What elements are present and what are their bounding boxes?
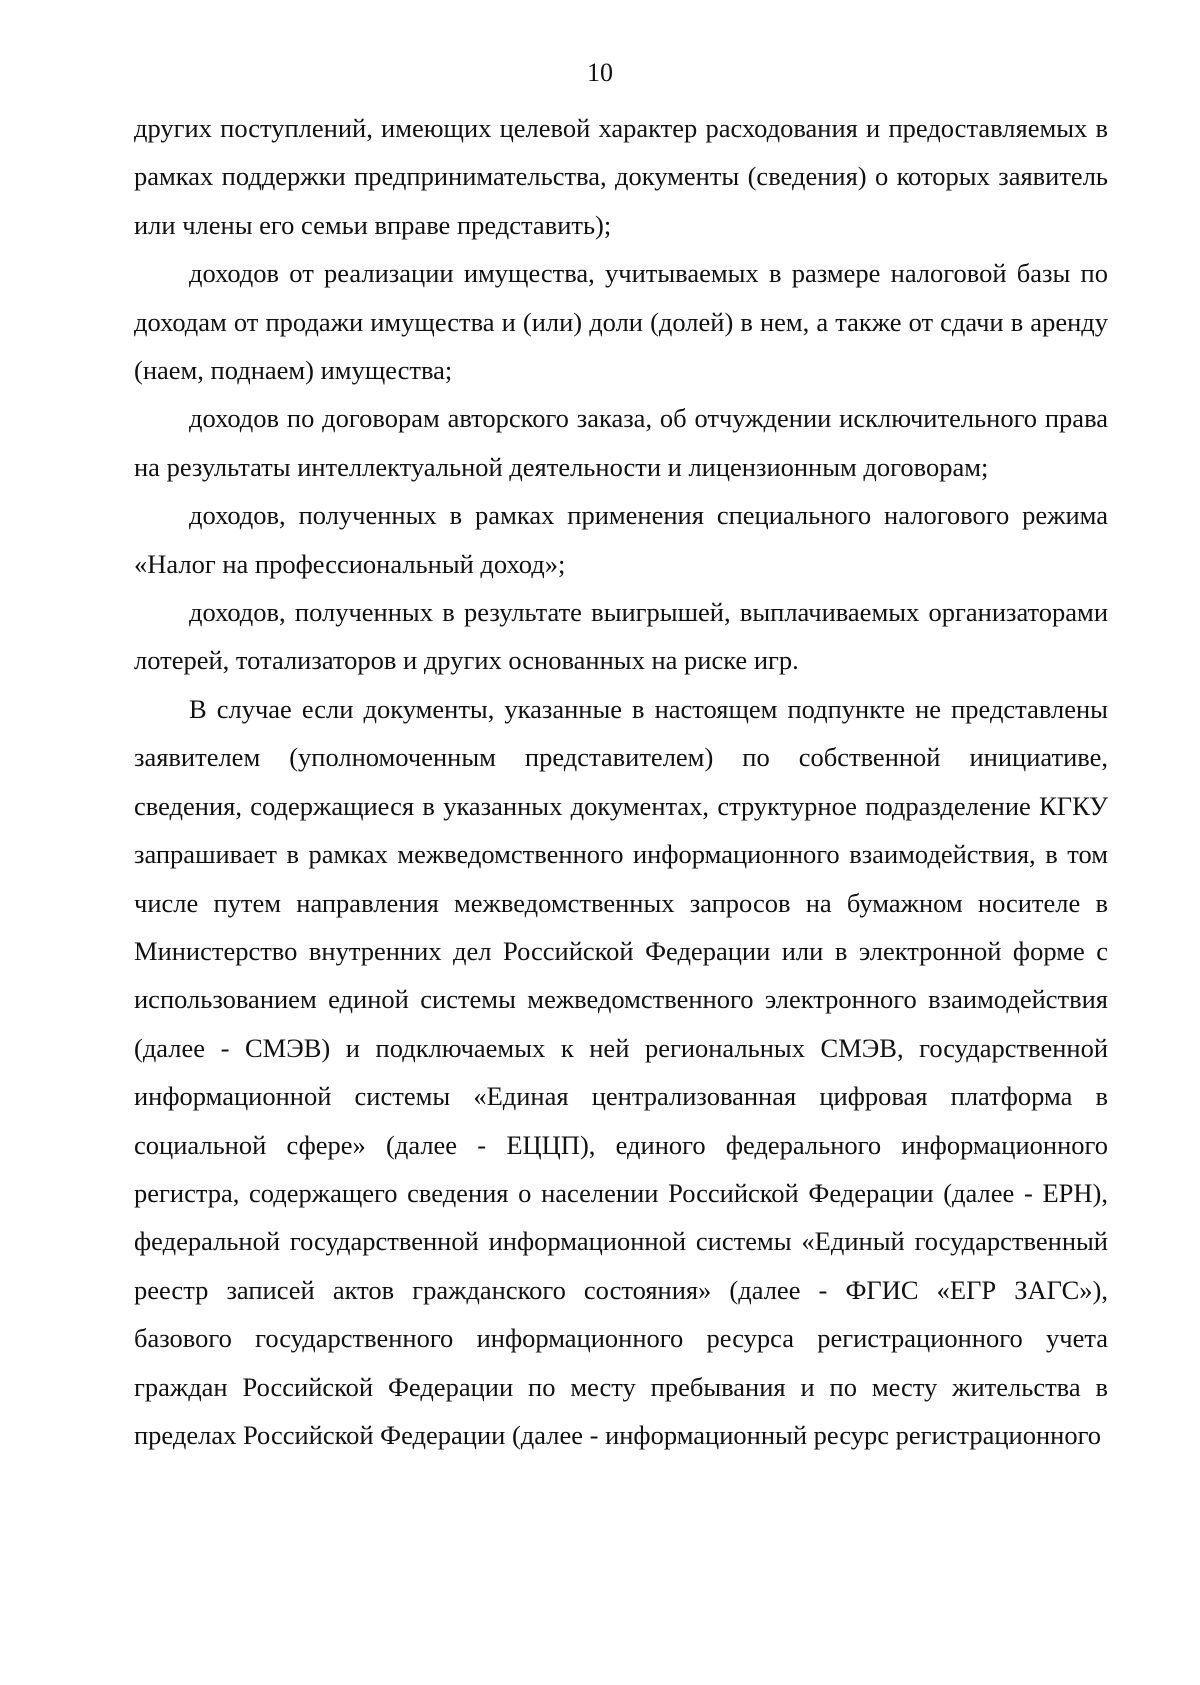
- page-number: 10: [587, 58, 613, 87]
- paragraph-interagency-request: В случае если документы, указанные в настоящем подпункте не представлены заявителем (уполномоченным представителем) по собственной инициативе, сведения, содержащиеся в указанных документах, структурное подразделение КГКУ запрашивает в рамках межведомственного информационного взаимодействия, в том числе путем направления межведомственных запросов на бумажном носителе в Министерство внутренних дел Российской Федерации или в электронной форме с использованием единой системы межведомственного электронного взаимодействия (далее - СМЭВ) и подключаемых к ней региональных СМЭВ, государственной информационной системы «Единая централизованная цифровая платформа в социальной сфере» (далее - ЕЦЦП), единого федерального информационного регистра, содержащего сведения о населении Российской Федерации (далее - ЕРН), федеральной государственной информационной системы «Единый государственный реестр записей актов гражданского состояния» (далее - ФГИС «ЕГР ЗАГС»), базового государственного информационного ресурса регистрационного учета граждан Российской Федерации по месту пребывания и по месту жительства в пределах Российской Федерации (далее - информационный ресурс регистрационного: [134, 693, 1108, 1450]
- paragraph-property-sale-income: доходов от реализации имущества, учитываемых в размере налоговой базы по доходам от продажи имущества и (или) доли (долей) в нем, а также от сдачи в аренду (наем, поднаем) имущества;: [134, 258, 1108, 386]
- document-body: [134, 104, 1108, 1459]
- paragraph-winnings-income: доходов, полученных в результате выигрышей, выплачиваемых организаторами лотерей, тотализаторов и других основанных на риске игр.: [134, 597, 1108, 676]
- paragraph-copyright-income: доходов по договорам авторского заказа, об отчуждении исключительного права на результаты интеллектуальной деятельности и лицензионным договорам;: [134, 403, 1108, 482]
- paragraph-professional-income: доходов, полученных в рамках применения специального налогового режима «Налог на профессиональный доход»;: [134, 500, 1108, 579]
- paragraph-other-income: других поступлений, имеющих целевой характер расходования и предоставляемых в рамках поддержки предпринимательства, документы (сведения) о которых заявитель или члены его семьи вправе представить);: [134, 113, 1108, 240]
